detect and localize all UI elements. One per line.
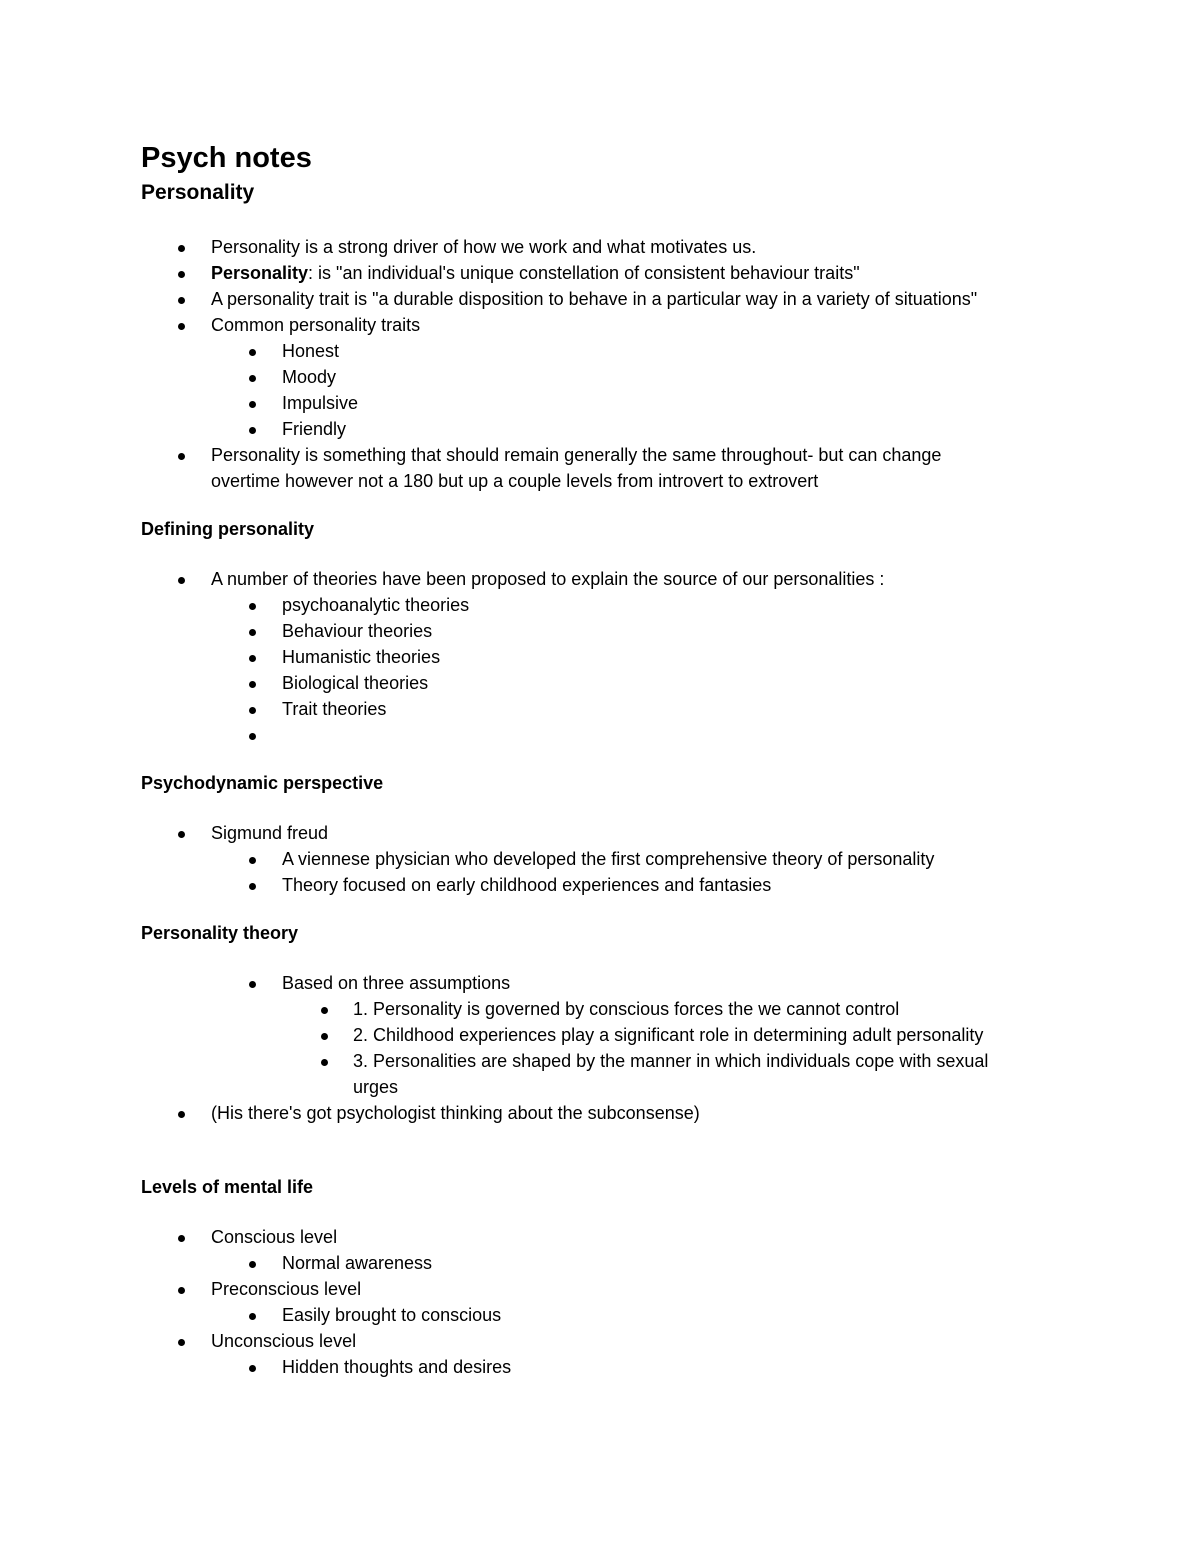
list-item: 3. Personalities are shaped by the manner in which individuals cope with sexual urges [141, 1048, 1071, 1100]
list-item: Personality: is "an individual's unique constellation of consistent behaviour traits" [141, 260, 1071, 286]
bullet-icon [249, 427, 256, 434]
bullet-icon [249, 603, 256, 610]
document-page [141, 140, 1071, 1380]
theories-list [141, 566, 1071, 748]
section-heading-psychodynamic-perspective: Psychodynamic perspective [141, 773, 384, 793]
list-item: Personality is a strong driver of how we work and what motivates us. [141, 234, 1071, 260]
list-item: psychoanalytic theories [141, 592, 1071, 618]
psychodynamic-list [141, 820, 1071, 898]
bullet-icon [249, 629, 256, 636]
bullet-icon [178, 1111, 185, 1118]
document-title: Psych notes [141, 142, 312, 174]
list-item: Conscious level [141, 1224, 1071, 1250]
bullet-icon [178, 453, 185, 460]
section-title-personality: Personality [141, 181, 255, 204]
bullet-icon [178, 577, 185, 584]
bullet-icon [178, 1339, 185, 1346]
bullet-icon [249, 349, 256, 356]
bullet-icon [178, 323, 185, 330]
bullet-icon [321, 1007, 328, 1014]
list-item: A personality trait is "a durable disposition to behave in a particular way in a variety of situations" [141, 286, 1071, 312]
bullet-icon [249, 655, 256, 662]
list-item-empty [141, 722, 1071, 748]
bullet-icon [249, 981, 256, 988]
bullet-icon [178, 1235, 185, 1242]
list-item: Personality is something that should remain generally the same throughout- but can change overtime however not a 180 but up a couple levels from introvert to extrovert [141, 442, 1071, 494]
list-item: Behaviour theories [141, 618, 1071, 644]
list-item: Hidden thoughts and desires [141, 1354, 1071, 1380]
list-item: Unconscious level [141, 1328, 1071, 1354]
list-item: Impulsive [141, 390, 1071, 416]
section-heading-defining-personality: Defining personality [141, 519, 315, 539]
list-item: (His there's got psychologist thinking about the subconsense) [141, 1100, 1071, 1126]
section-heading-personality-theory: Personality theory [141, 923, 299, 943]
personality-list [141, 234, 1071, 494]
bullet-icon [178, 1287, 185, 1294]
list-item: Easily brought to conscious [141, 1302, 1071, 1328]
list-item: Trait theories [141, 696, 1071, 722]
list-item: Humanistic theories [141, 644, 1071, 670]
bullet-icon [249, 883, 256, 890]
section-heading-levels-of-mental-life: Levels of mental life [141, 1177, 314, 1197]
bullet-icon [249, 681, 256, 688]
bullet-icon [249, 401, 256, 408]
list-item: Sigmund freud [141, 820, 1071, 846]
list-item: A number of theories have been proposed to explain the source of our personalities : [141, 566, 1071, 592]
bullet-icon [178, 297, 185, 304]
list-item: Moody [141, 364, 1071, 390]
bullet-icon [178, 831, 185, 838]
list-item: 1. Personality is governed by conscious forces the we cannot control [141, 996, 1071, 1022]
list-item: Friendly [141, 416, 1071, 442]
mental-levels-list [141, 1224, 1071, 1380]
bullet-icon [178, 245, 185, 252]
bullet-icon [321, 1059, 328, 1066]
list-item: Common personality traits [141, 312, 1071, 338]
list-item: A viennese physician who developed the first comprehensive theory of personality [141, 846, 1071, 872]
bullet-icon [178, 271, 185, 278]
bullet-icon [249, 1261, 256, 1268]
bullet-icon [249, 707, 256, 714]
bullet-icon [249, 1313, 256, 1320]
bullet-icon [249, 857, 256, 864]
bullet-icon [321, 1033, 328, 1040]
list-item: Preconscious level [141, 1276, 1071, 1302]
bullet-icon [249, 733, 256, 740]
list-item: 2. Childhood experiences play a significant role in determining adult personality [141, 1022, 1071, 1048]
bullet-icon [249, 375, 256, 382]
list-item: Normal awareness [141, 1250, 1071, 1276]
list-item: Honest [141, 338, 1071, 364]
bullet-icon [249, 1365, 256, 1372]
list-item: Biological theories [141, 670, 1071, 696]
personality-theory-list [141, 970, 1071, 1126]
list-item: Based on three assumptions [141, 970, 1071, 996]
list-item: Theory focused on early childhood experiences and fantasies [141, 872, 1071, 898]
